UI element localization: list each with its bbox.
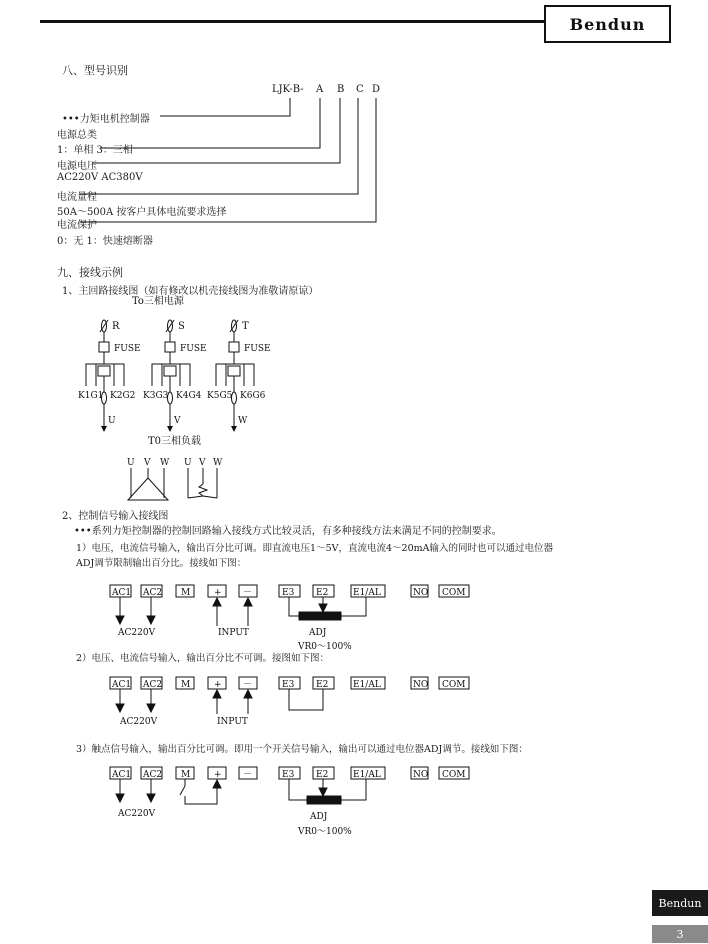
term-k4g4: K4G4 [176, 391, 202, 401]
model-code-d: D [372, 84, 381, 95]
control-subtitle: 2、控制信号输入接线图 [62, 511, 169, 522]
star-v: V [199, 458, 206, 468]
case1-line2: ADJ调节限制输出百分比。接线如下图： [76, 558, 247, 569]
c2-ac1: AC1 [112, 680, 132, 690]
phase-r-group [78, 320, 141, 432]
delta-u: U [127, 458, 135, 468]
c3-plus: + [214, 770, 222, 780]
c1-e2: E2 [316, 588, 329, 598]
fuse-2 [165, 342, 175, 352]
main-circuit-subtitle: 1、主回路接线图（如有修改以机壳接线图为准敬请原谅） [62, 286, 319, 297]
model-code-b: B [337, 84, 345, 95]
c3-e3: E3 [282, 770, 295, 780]
c2-plus: + [214, 680, 222, 690]
c3-e1al: E1/AL [353, 770, 381, 780]
c2-com: COM [442, 680, 466, 690]
delta-w: W [160, 458, 170, 468]
brand-logo-text: Bendun [569, 14, 646, 34]
c1-adj: ADJ [309, 628, 327, 638]
model-line-8: 电流保护 [57, 220, 97, 231]
c3-ac2: AC2 [143, 770, 163, 780]
control-intro: •••系列力矩控制器的控制回路输入接线方式比较灵活，有多种接线方法来满足不同的控制要求。 [74, 526, 502, 537]
term-k6g6: K6G6 [240, 391, 266, 401]
delta-load [127, 458, 170, 500]
phase-s-label: S [178, 321, 185, 332]
c3-e2: E2 [316, 770, 329, 780]
c1-minus: － [243, 588, 253, 598]
c1-ac2: AC2 [143, 588, 163, 598]
phase-u-label: U [108, 416, 116, 426]
c1-com: COM [442, 588, 466, 598]
c2-e1al: E1/AL [353, 680, 381, 690]
fuse-3 [229, 342, 239, 352]
model-line-5: AC220V AC380V [57, 172, 143, 183]
c3-vr: VR0～100% [298, 827, 352, 837]
c3-ac1: AC1 [112, 770, 132, 780]
c2-minus: － [243, 680, 253, 690]
c2-e3: E3 [282, 680, 295, 690]
supply-label: To三相电源 [132, 296, 184, 307]
delta-v: V [144, 458, 151, 468]
term-k2g2: K2G2 [110, 391, 136, 401]
c1-m: M [181, 588, 191, 598]
c2-m: M [181, 680, 191, 690]
model-line-7: 50A～500A 按客户具体电流要求选择 [57, 207, 227, 218]
c3-m: M [181, 770, 191, 780]
c3-minus: － [243, 770, 253, 780]
c1-ac1: AC1 [112, 588, 132, 598]
c1-no: NO [413, 588, 429, 598]
load-label: T0三相负载 [148, 436, 202, 447]
fuse-3-label: FUSE [244, 344, 271, 354]
fuse-2-label: FUSE [180, 344, 207, 354]
c2-no: NO [413, 680, 429, 690]
c1-plus: + [214, 588, 222, 598]
model-line-6: 电流量程 [57, 192, 97, 203]
c2-input: INPUT [217, 717, 248, 727]
model-line-9: 0：无 1：快速熔断器 [57, 236, 153, 247]
section8-title: 八、型号识别 [62, 64, 128, 77]
phase-r-label: R [112, 321, 120, 332]
phase-s-group [143, 320, 207, 432]
phase-v-label: V [174, 416, 181, 426]
c1-vr: VR0～100% [298, 642, 352, 652]
c1-e3: E3 [282, 588, 295, 598]
fuse-1-label: FUSE [114, 344, 141, 354]
page-number: 3 [652, 925, 708, 943]
model-line-4: 电源电压 [57, 161, 97, 172]
section9-title: 九、接线示例 [57, 266, 123, 279]
model-prefix: LJK-B- [272, 84, 304, 95]
fuse-1 [99, 342, 109, 352]
model-code-c: C [356, 84, 364, 95]
case3-line1: 3）触点信号输入，输出百分比可调。即用一个开关信号输入，输出可以通过电位器ADJ调节。接线如下图： [76, 744, 528, 755]
c3-ac220v: AC220V [118, 809, 156, 819]
footer-brand: Bendun [652, 890, 708, 916]
phase-t-label: T [242, 321, 249, 332]
c2-e2: E2 [316, 680, 329, 690]
star-u: U [184, 458, 192, 468]
model-line-2: 电源总类 [57, 130, 97, 141]
c3-com: COM [442, 770, 466, 780]
c1-e1al: E1/AL [353, 588, 381, 598]
model-code-diagram [0, 0, 708, 260]
c1-input: INPUT [218, 628, 249, 638]
term-k1g1: K1G1 [78, 391, 104, 401]
case1-line1: 1）电压，电流信号输入，输出百分比可调。即直流电压1～5V，直流电流4～20mA输入的同时也可以通过电位器 [76, 543, 553, 554]
term-k5g5: K5G5 [207, 391, 233, 401]
model-code-a: A [316, 84, 324, 95]
c2-ac220v: AC220V [120, 717, 158, 727]
case2-line1: 2）电压、电流信号输入，输出百分比不可调。接图如下图： [76, 653, 330, 664]
main-circuit-diagram [0, 290, 708, 510]
phase-t-group [207, 320, 271, 432]
c3-adj: ADJ [310, 812, 328, 822]
case3-diagram [0, 762, 708, 838]
c3-no: NO [413, 770, 429, 780]
case2-diagram [0, 672, 708, 730]
model-line-3: 1：单相 3：三相 [57, 145, 133, 156]
star-load [184, 458, 223, 498]
case1-diagram [0, 580, 708, 652]
phase-w-label: W [238, 416, 248, 426]
model-line-1: •••力矩电机控制器 [62, 114, 150, 125]
c2-ac2: AC2 [143, 680, 163, 690]
term-k3g3: K3G3 [143, 391, 169, 401]
c1-ac220v: AC220V [118, 628, 156, 638]
star-w: W [213, 458, 223, 468]
